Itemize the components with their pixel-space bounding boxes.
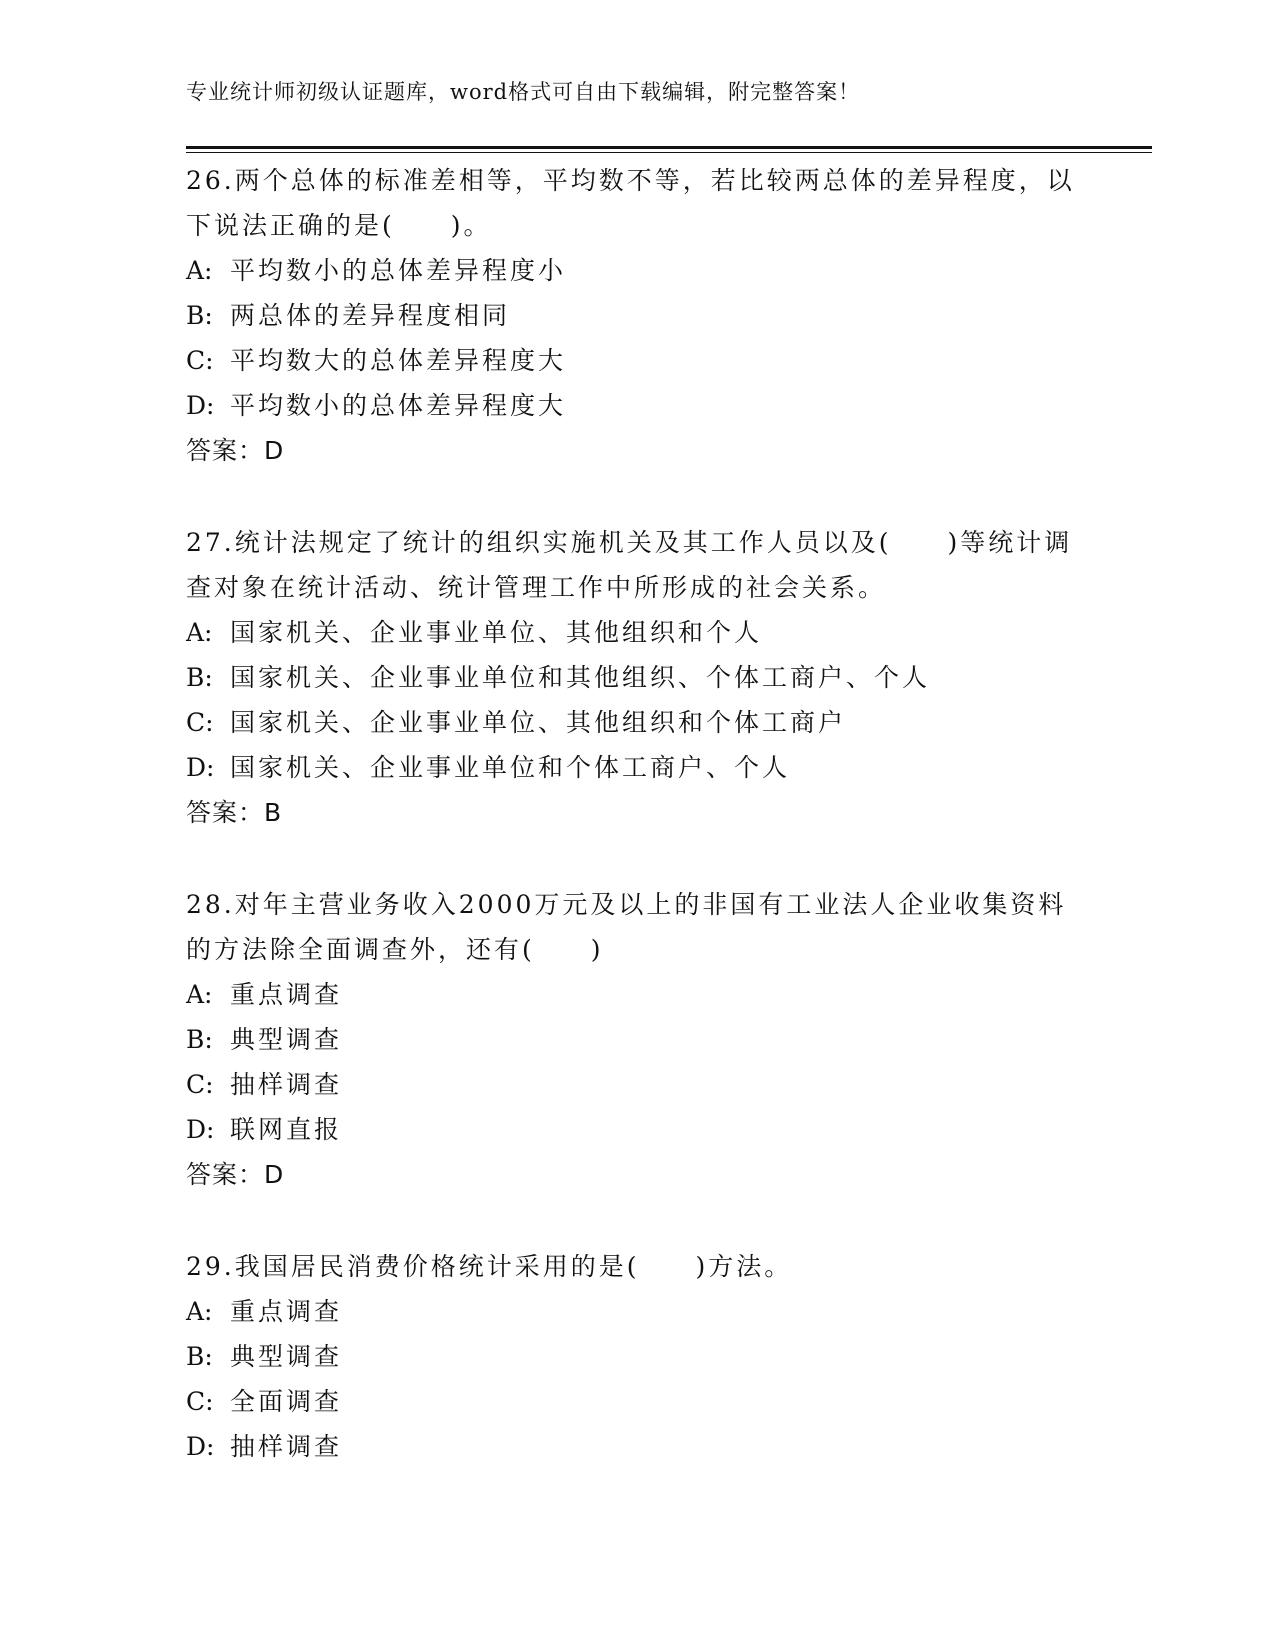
question-29 [186, 1244, 1086, 1469]
option-key: C: [186, 708, 214, 737]
option-c [186, 1379, 1086, 1424]
option-c [186, 1062, 1086, 1107]
option-a [186, 972, 1086, 1017]
option-key: A: [186, 1297, 213, 1326]
option-text: 国家机关、企业事业单位、其他组织和个体工商户 [230, 708, 847, 737]
option-key: D: [186, 753, 215, 782]
option-text: 重点调查 [230, 1297, 343, 1326]
option-key: C: [186, 1070, 214, 1099]
question-stem: 27.统计法规定了统计的组织实施机关及其工作人员以及( )等统计调查对象在统计活动、统计管理工作中所形成的社会关系。 [186, 528, 1073, 602]
question-stem: 29.我国居民消费价格统计采用的是( )方法。 [186, 1252, 793, 1281]
option-key: A: [186, 256, 213, 285]
answer-line: 答案：B [186, 798, 283, 827]
option-b [186, 1334, 1086, 1379]
option-key: C: [186, 346, 214, 375]
option-d [186, 1107, 1086, 1152]
option-key: A: [186, 618, 213, 647]
option-b [186, 293, 1086, 338]
option-text: 抽样调查 [230, 1070, 343, 1099]
question-28 [186, 882, 1086, 1198]
option-a [186, 610, 1086, 655]
option-key: A: [186, 980, 213, 1009]
option-key: B: [186, 663, 213, 692]
option-text: 典型调查 [230, 1342, 343, 1371]
question-list [186, 158, 1086, 1515]
option-b [186, 655, 1086, 700]
answer-line: 答案：D [186, 436, 285, 465]
option-text: 国家机关、企业事业单位和其他组织、个体工商户、个人 [230, 663, 931, 692]
option-text: 抽样调查 [230, 1432, 343, 1461]
option-c [186, 338, 1086, 383]
option-text: 联网直报 [230, 1115, 343, 1144]
option-a [186, 248, 1086, 293]
question-27 [186, 520, 1086, 836]
option-text: 全面调查 [230, 1387, 343, 1416]
question-26 [186, 158, 1086, 474]
option-text: 平均数大的总体差异程度大 [230, 346, 567, 375]
option-text: 平均数小的总体差异程度小 [230, 256, 567, 285]
option-text: 重点调查 [230, 980, 343, 1009]
option-key: B: [186, 1342, 213, 1371]
option-text: 国家机关、企业事业单位、其他组织和个人 [230, 618, 763, 647]
option-a [186, 1289, 1086, 1334]
answer-line: 答案：D [186, 1160, 285, 1189]
option-key: B: [186, 1025, 213, 1054]
option-text: 典型调查 [230, 1025, 343, 1054]
option-key: D: [186, 1115, 215, 1144]
option-d [186, 745, 1086, 790]
header-divider-thin [186, 152, 1152, 153]
question-stem: 28.对年主营业务收入2000万元及以上的非国有工业法人企业收集资料的方法除全面调查外，还有( ) [186, 890, 1067, 964]
option-key: C: [186, 1387, 214, 1416]
option-key: B: [186, 301, 213, 330]
document-header: 专业统计师初级认证题库，word格式可自由下载编辑，附完整答案！ [186, 80, 861, 104]
option-key: D: [186, 391, 215, 420]
option-c [186, 700, 1086, 745]
question-stem: 26.两个总体的标准差相等，平均数不等，若比较两总体的差异程度，以下说法正确的是( )。 [186, 166, 1075, 240]
option-b [186, 1017, 1086, 1062]
option-d [186, 383, 1086, 428]
option-text: 两总体的差异程度相同 [230, 301, 511, 330]
option-d [186, 1424, 1086, 1469]
header-divider-thick [186, 146, 1152, 149]
option-text: 国家机关、企业事业单位和个体工商户、个人 [230, 753, 791, 782]
option-text: 平均数小的总体差异程度大 [230, 391, 567, 420]
option-key: D: [186, 1432, 215, 1461]
